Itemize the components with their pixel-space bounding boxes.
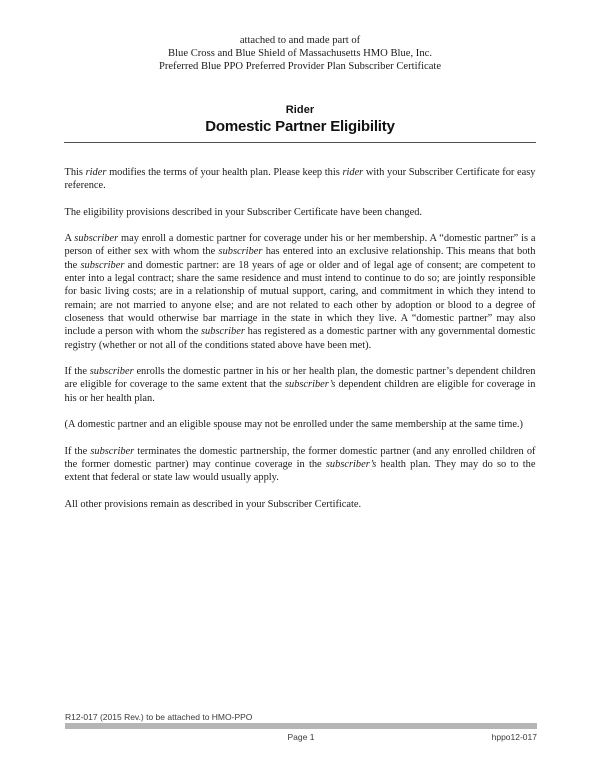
footer-row [65,732,537,743]
document-body [65,166,536,511]
footer-bar [65,723,537,729]
certificate-header [0,0,600,73]
body-paragraph: If the subscriber terminates the domestic partnership, the former domestic partner (and any enrolled children of the former domestic partner) may continue coverage in the subscriber’s health plan. They may do so to the extent that federal or state law would usually apply. [64,445,536,484]
header-line-3: Preferred Blue PPO Preferred Provider Plan Subscriber Certificate [158,61,442,72]
title-rule [64,142,536,143]
page-number: Page 1 [287,732,315,742]
header-line-1: attached to and made part of [239,35,361,46]
body-paragraph: All other provisions remain as described in your Subscriber Certificate. [64,498,362,510]
body-paragraph: A subscriber may enroll a domestic partner for coverage under his or her membership. A “domestic partner” is a person of either sex with whom the subscriber has entered into an exclusive relationship. This means that both the subscriber and domestic partner: are 18 years of age or older and of legal age of consent; are competent to enter into a legal contract; share the same residence and must intend to continue to do so; are jointly responsible for basic living costs; are in a relationship of mutual support, caring, and commitment in which they intend to remain; are not married to anyone else; and are not related to each other by adoption or blood to a degree of closeness that would otherwise bar marriage in the state in which they live. A “domestic partner” may also include a person with whom the subscriber has registered as a domestic partner with any governmental domestic registry (whether or not all of the conditions stated above have been met). [64,233,536,351]
body-paragraph: The eligibility provisions described in your Subscriber Certificate have been changed. [64,206,423,218]
title-block [0,104,600,143]
body-paragraph: If the subscriber enrolls the domestic partner in his or her health plan, the domestic partner’s dependent children are eligible for coverage to the same extent that the subscriber’s dependent children are eligible for coverage in his or her health plan. [64,366,536,404]
header-line-2: Blue Cross and Blue Shield of Massachusetts HMO Blue, Inc. [168,48,432,59]
body-paragraph: This rider modifies the terms of your health plan. Please keep this rider with your Subscriber Certificate for easy reference. [64,167,536,192]
document-title: Domestic Partner Eligibility [205,118,395,135]
document-footer [65,712,537,743]
rider-kicker: Rider [285,104,315,116]
document-code: hppo12-017 [491,732,537,742]
body-paragraph: (A domestic partner and an eligible spouse may not be enrolled under the same membership at the same time.) [64,419,523,431]
footer-note: R12-017 (2015 Rev.) to be attached to HMO-PPO [65,712,253,722]
